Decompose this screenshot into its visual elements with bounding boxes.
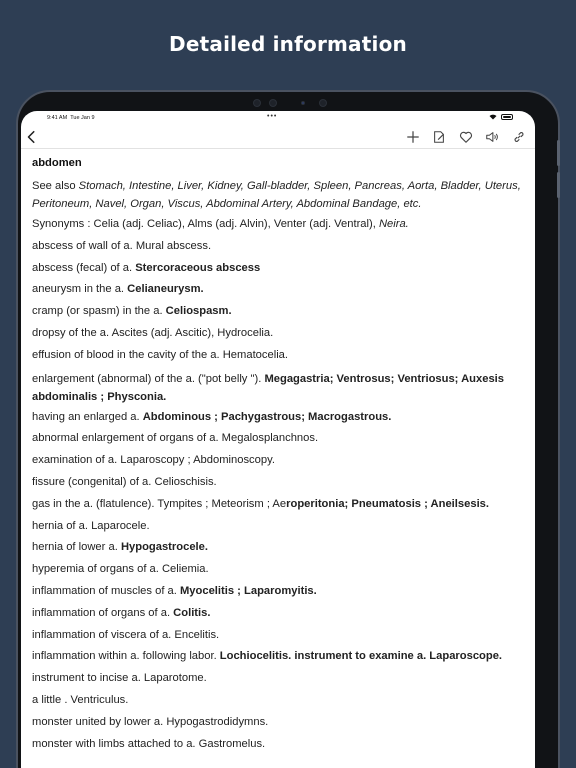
entry-content	[21, 149, 535, 751]
definition-row: monster with limbs attached to a. Gastromelus.	[32, 737, 266, 750]
synonyms: Synonyms : Celia (adj. Celiac), Alms (adj. Alvin), Venter (adj. Ventral), Neira.	[32, 218, 409, 230]
volume-button	[557, 172, 560, 198]
term-bold: Myocelitis ; Laparomyitis.	[179, 584, 317, 597]
speaker-icon[interactable]	[484, 129, 500, 145]
definition-row: enlargement (abnormal) of the a. ("pot belly "). Megagastria; Ventrosus; Ventriosus; Auxesis abdominalis ; Physconia.	[32, 372, 505, 403]
definition-row: having an enlarged a. Abdominous ; Pachygastrous; Macrogastrous.	[32, 410, 392, 423]
term-bold: Abdominous ; Pachygastrous; Macrogastrous.	[142, 410, 392, 423]
definition-row: inflammation of muscles of a. Myocelitis ; Laparomyitis.	[32, 584, 317, 597]
see-also: See also Stomach, Intestine, Liver, Kidney, Gall-bladder, Spleen, Pancreas, Aorta, Bladder, Uterus, Peritoneum, Navel, Organ, Viscus, Abdominal Artery, Abdominal Bandage, etc.	[32, 180, 521, 210]
see-also-references[interactable]: Stomach, Intestine, Liver, Kidney, Gall-bladder, Spleen, Pancreas, Aorta, Bladder, Uterus, Peritoneum, Navel, Organ, Viscus, Abdominal Artery, Abdominal Bandage, etc.	[32, 180, 521, 210]
definition-row: instrument to incise a. Laparotome.	[32, 672, 207, 685]
definition-row: hyperemia of organs of a. Celiemia.	[32, 563, 209, 576]
wifi-icon	[489, 114, 497, 120]
definition-row: fissure (congenital) of a. Celioschisis.	[32, 475, 217, 488]
term-bold: Celiospasm.	[165, 305, 232, 318]
edit-note-icon[interactable]	[431, 129, 447, 145]
definition-row: inflammation of organs of a. Colitis.	[32, 606, 211, 619]
entry-title: abdomen	[32, 157, 82, 169]
definition-row: effusion of blood in the cavity of the a. Hematocelia.	[32, 348, 289, 361]
status-indicators	[489, 114, 513, 120]
chevron-left-icon[interactable]	[24, 129, 40, 145]
page-headline: Detailed information	[169, 32, 407, 56]
definition-row: hernia of lower a. Hypogastrocele.	[32, 541, 208, 554]
definition-row: abnormal enlargement of organs of a. Megalosplanchnos.	[32, 432, 319, 445]
definition-row: a little . Ventriculus.	[32, 693, 129, 706]
definition-row: hernia of a. Laparocele.	[32, 519, 150, 532]
definition-row: aneurysm in the a. Celianeurysm.	[32, 283, 204, 296]
term-bold: Colitis.	[173, 606, 211, 619]
status-bar	[21, 111, 535, 125]
term-bold: roperitonia; Pneumatosis ; Aneilsesis.	[286, 497, 490, 510]
definition-row: cramp (or spasm) in the a. Celiospasm.	[32, 305, 232, 318]
definition-row: abscess of wall of a. Mural abscess.	[32, 239, 212, 252]
camera-bar	[253, 98, 343, 108]
battery-icon	[501, 114, 513, 120]
status-time: 9:41 AM Tue Jan 9	[47, 115, 95, 121]
volume-button	[557, 140, 560, 166]
definition-row: inflammation of viscera of a. Encelitis.	[32, 628, 220, 641]
definition-row: gas in the a. (flatulence). Tympites ; Meteorism ; Aeroperitonia; Pneumatosis ; Aneilsesis.	[32, 497, 490, 510]
definition-row: examination of a. Laparoscopy ; Abdominoscopy.	[32, 454, 275, 467]
term-bold: Stercoraceous abscess	[135, 261, 261, 274]
definition-row: dropsy of the a. Ascites (adj. Ascitic), Hydrocelia.	[32, 326, 274, 339]
term-bold: Megagastria; Ventrosus; Ventriosus; Auxesis abdominalis ; Physconia.	[32, 372, 505, 403]
term-bold: Lochiocelitis. instrument to examine a. Laparoscope.	[219, 650, 503, 663]
term-bold: Hypogastrocele.	[120, 541, 208, 554]
term-bold: Celianeurysm.	[127, 283, 204, 296]
definition-row: inflammation within a. following labor. Lochiocelitis. instrument to examine a. Laparoscope.	[32, 650, 503, 663]
heart-icon[interactable]	[458, 129, 474, 145]
multitasking-dots[interactable]: •••	[267, 113, 278, 120]
toolbar	[21, 125, 535, 149]
plus-icon[interactable]	[405, 129, 421, 145]
definition-row: abscess (fecal) of a. Stercoraceous abscess	[32, 261, 261, 274]
app-screen	[21, 111, 535, 768]
link-icon[interactable]	[511, 129, 527, 145]
definition-row: monster united by lower a. Hypogastrodidymns.	[32, 715, 269, 728]
